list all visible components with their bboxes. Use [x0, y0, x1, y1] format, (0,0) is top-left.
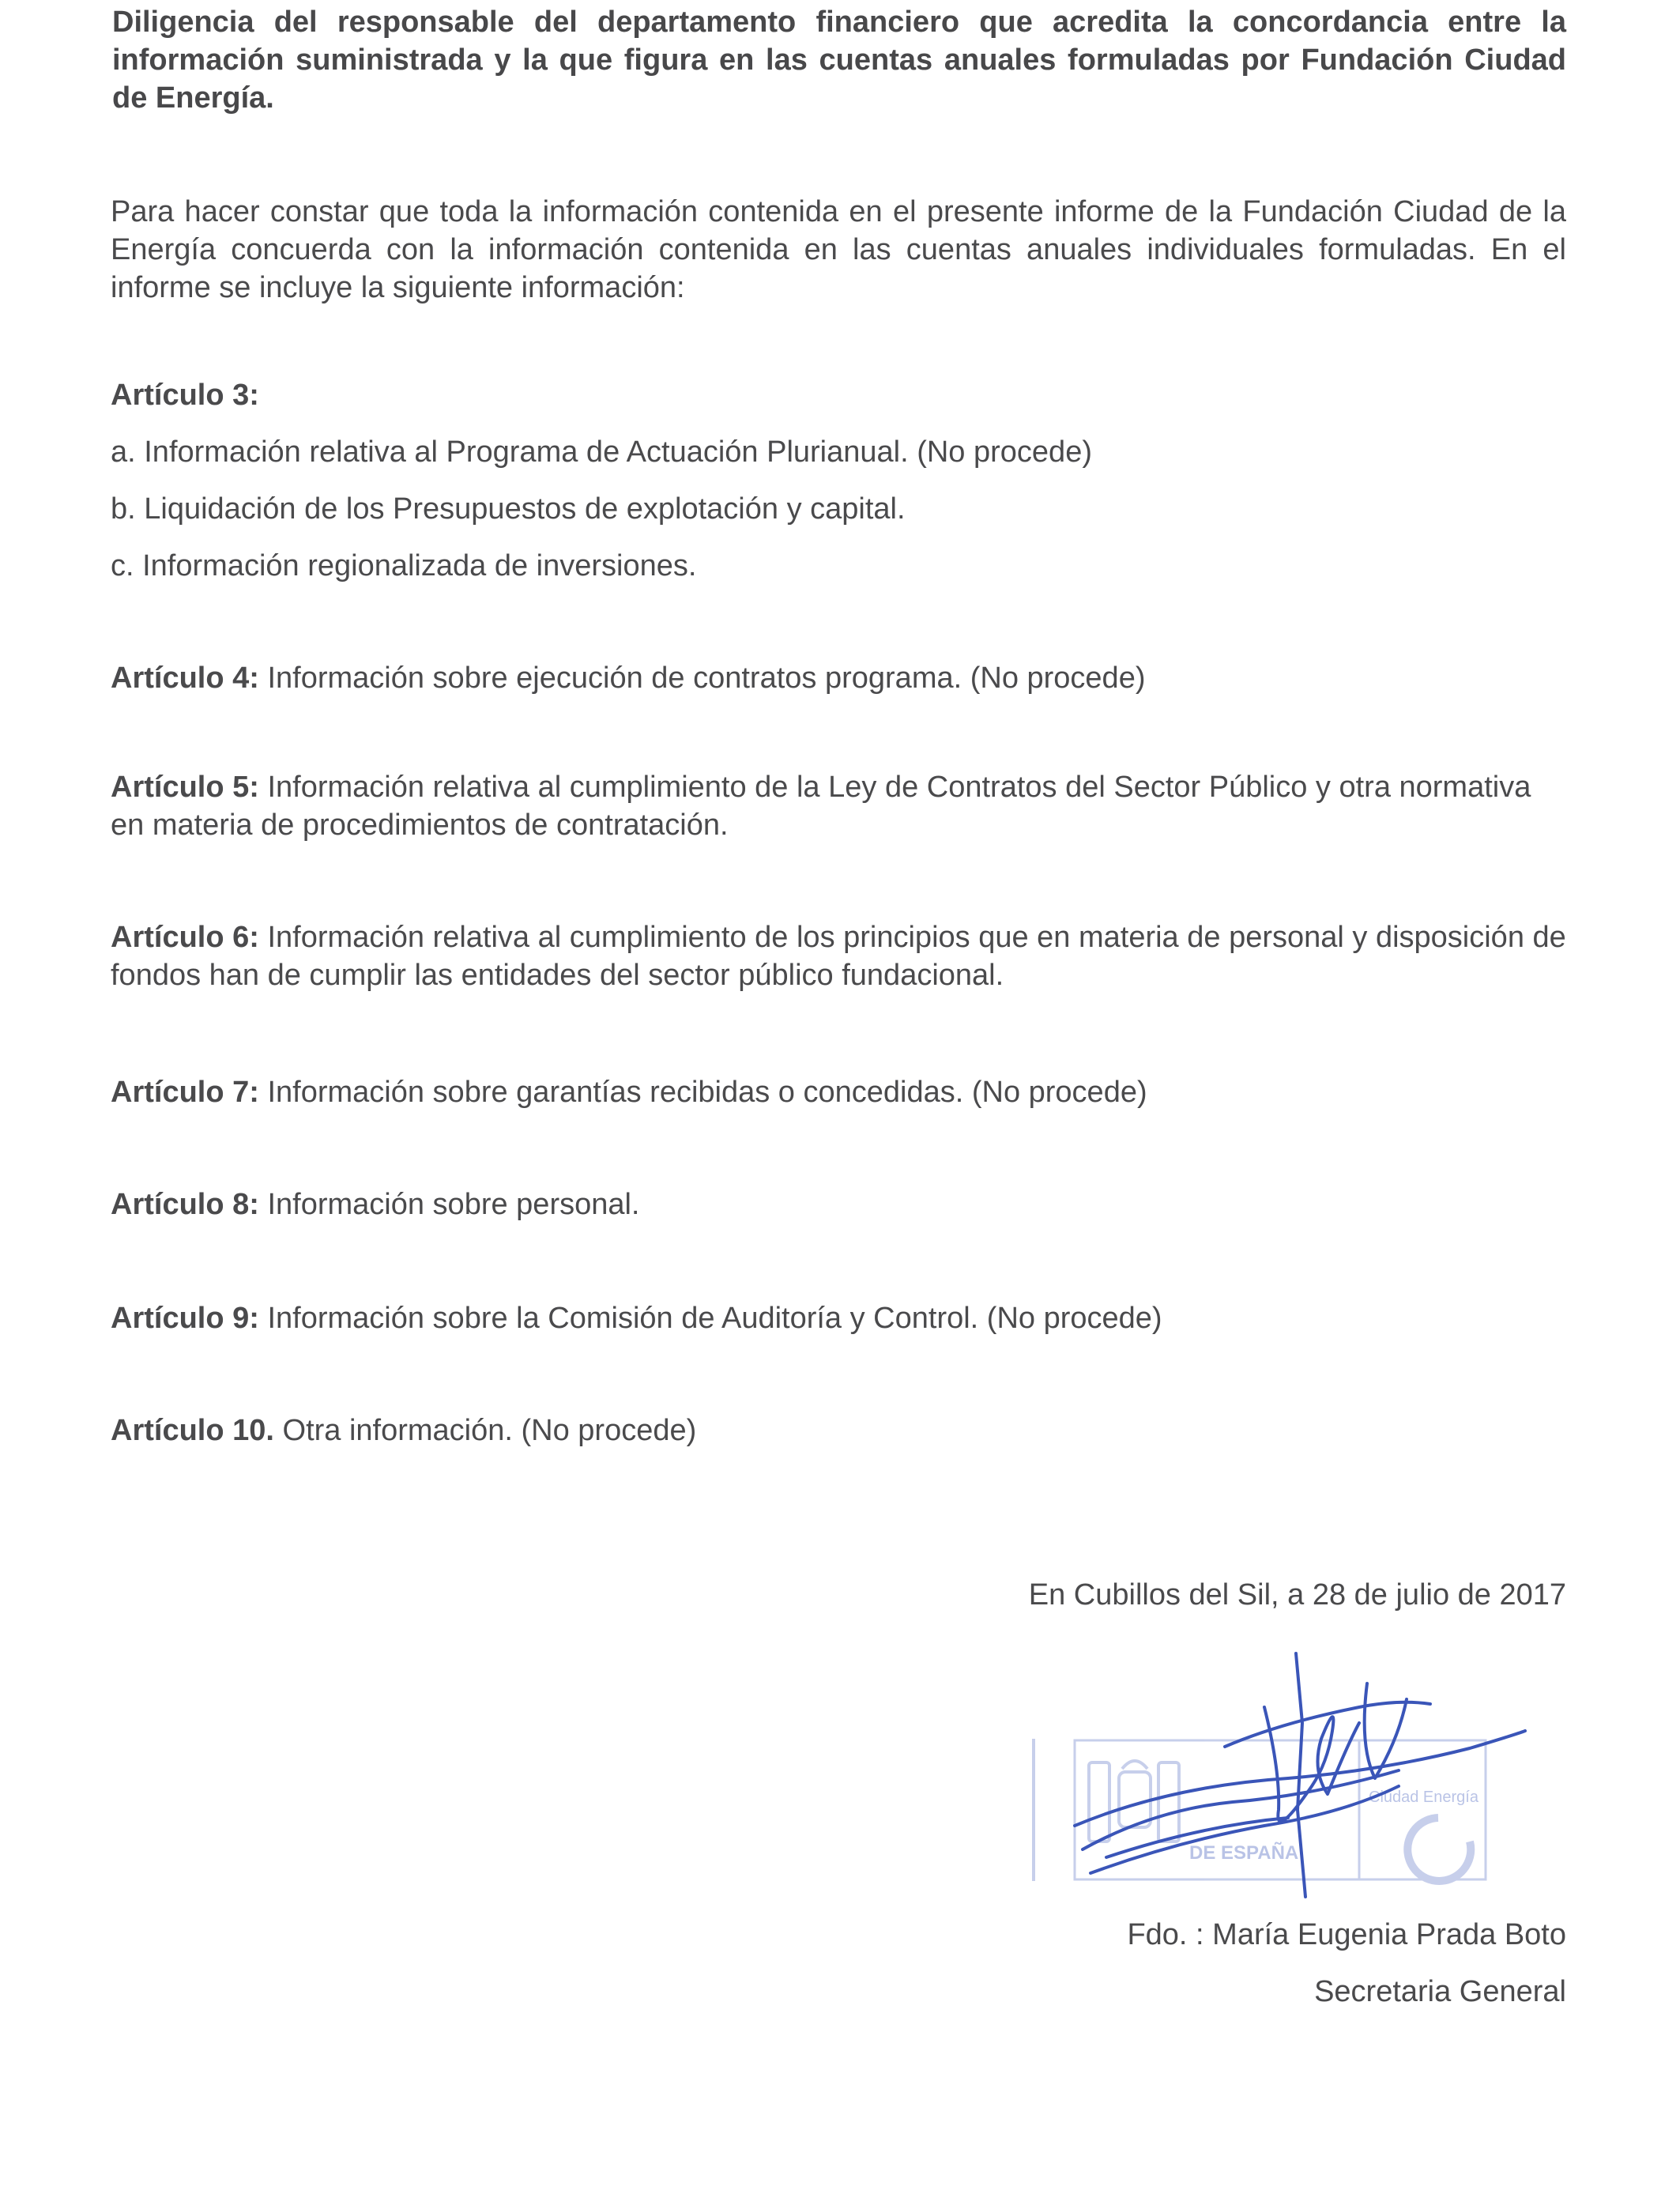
- articulo-9-label: Artículo 9:: [111, 1302, 259, 1335]
- articulo-3-item-b: b. Liquidación de los Presupuestos de explotación y capital.: [111, 492, 906, 526]
- document-heading: Diligencia del responsable del departamento financiero que acredita la concordancia entre la información suministrada y la que figura en las cuentas anuales formuladas por Fundación Ciudad de Energía.: [112, 6, 1566, 115]
- logo-arc-icon: [1407, 1818, 1471, 1881]
- articulo-10-text: Otra información. (No procede): [273, 1414, 697, 1447]
- articulo-7: [111, 1073, 1566, 1111]
- articulo-3-heading: [111, 376, 1566, 414]
- articulo-5-label: Artículo 5:: [111, 771, 259, 804]
- intro-paragraph: Para hacer constar que toda la información contenida en el presente informe de la Fundación Ciudad de la Energía concuerda con la información contenida en las cuentas anuales individuales formuladas. En el informe se incluye la siguiente información:: [111, 195, 1566, 304]
- articulo-7-label: Artículo 7:: [111, 1076, 259, 1109]
- articulo-3-item-a: a. Información relativa al Programa de Actuación Plurianual. (No procede): [111, 435, 1092, 469]
- articulo-6-label: Artículo 6:: [111, 921, 259, 954]
- articulo-4-text: Información sobre ejecución de contratos programa. (No procede): [258, 662, 1146, 695]
- coat-of-arms-icon: [1089, 1761, 1179, 1842]
- signatory-role: Secretaria General: [1314, 1975, 1566, 2008]
- articulo-5: [111, 768, 1566, 844]
- articulo-9-text: Información sobre la Comisión de Auditoría y Control. (No procede): [258, 1302, 1162, 1335]
- signature-stamp: [1027, 1652, 1533, 1905]
- articulo-9: [111, 1299, 1566, 1337]
- articulo-6-text: Información relativa al cumplimiento de los principios que en materia de personal y disposición de fondos han de cumplir las entidades del sector público fundacional.: [111, 921, 1566, 992]
- handwritten-signature: [1075, 1653, 1525, 1897]
- stamp-text-left: DE ESPAÑA: [1189, 1842, 1299, 1864]
- articulo-8-label: Artículo 8:: [111, 1188, 259, 1221]
- place-date: En Cubillos del Sil, a 28 de julio de 2017: [1028, 1578, 1566, 1612]
- articulo-3-label: Artículo 3:: [111, 379, 259, 412]
- articulo-5-text: Información relativa al cumplimiento de la Ley de Contratos del Sector Público y otra normativa en materia de procedimientos de contratación.: [111, 771, 1531, 842]
- articulo-10: [111, 1412, 1566, 1449]
- articulo-6: [111, 918, 1566, 994]
- articulo-8: [111, 1186, 1566, 1223]
- articulo-8-text: Información sobre personal.: [258, 1188, 640, 1221]
- stamp-text-right: Ciudad Energía: [1369, 1789, 1478, 1806]
- stamp-svg: [1027, 1652, 1533, 1905]
- signatory-name: Fdo. : María Eugenia Prada Boto: [1127, 1918, 1566, 1951]
- articulo-7-text: Información sobre garantías recibidas o concedidas. (No procede): [258, 1076, 1147, 1109]
- articulo-3-item-c: c. Información regionalizada de inversiones.: [111, 549, 697, 582]
- articulo-10-label: Artículo 10.: [111, 1414, 274, 1447]
- articulo-4: [111, 659, 1566, 697]
- articulo-4-label: Artículo 4:: [111, 662, 259, 695]
